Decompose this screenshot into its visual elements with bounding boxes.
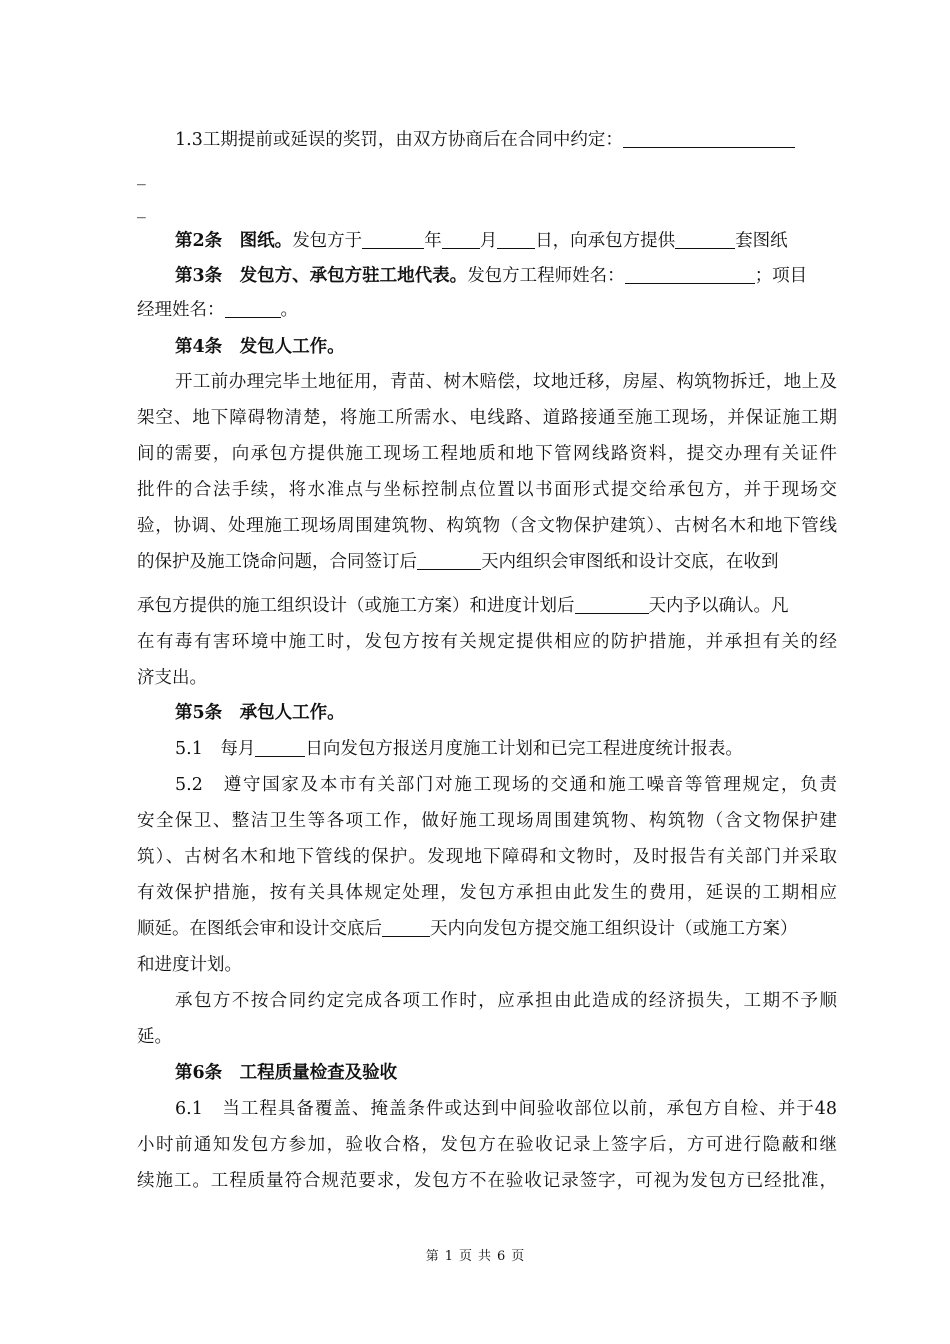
article-4-line: 在有毒有害环境中施工时，发包方按有关规定提供相应的防护措施，并承担有关的经: [137, 632, 837, 652]
text: 页: [511, 1249, 525, 1264]
blank-line: [625, 266, 755, 284]
clause-1-3-text: 1.3工期提前或延误的奖罚，由双方协商后在合同中约定：: [175, 130, 623, 150]
blank-line: [675, 231, 735, 249]
article-4-line: 验，协调、处理施工现场周围建筑物、构筑物（含文物保护建筑）、古树名木和地下管线: [137, 516, 837, 536]
text: 5.1 每月: [175, 739, 256, 759]
article-4-line: [137, 550, 779, 574]
text: 天内予以确认。凡: [648, 596, 789, 616]
page-number: 1: [444, 1249, 453, 1264]
article-4-line: 架空、地下障碍物清楚，将施工所需水、电线路、道路接通至施工现场，并保证施工期: [137, 408, 837, 428]
clause-1-3: [175, 128, 795, 152]
article-4-line: 开工前办理完毕土地征用，青苗、树木赔偿，坟地迁移，房屋、构筑物拆迁，地上及: [175, 372, 837, 392]
article-5-heading: 第5条 承包人工作。: [175, 703, 345, 723]
clause-5-3-line: 延。: [137, 1027, 172, 1047]
blank-line: [497, 231, 535, 249]
article-2-heading: 第2条 图纸。: [175, 231, 293, 251]
page-footer: [0, 1249, 950, 1265]
clause-6-1-line: 续施工。工程质量符合规范要求，发包方不在验收记录签字，可视为发包方已经批准，: [137, 1171, 837, 1191]
article-3-heading: 第3条 发包方、承包方驻工地代表。: [175, 266, 468, 286]
total-pages: 6: [497, 1249, 506, 1264]
text: 日向发包方报送月度施工计划和已完工程进度统计报表。: [305, 739, 743, 759]
text: 承包方提供的施工组织设计（或施工方案）和进度计划后: [137, 596, 575, 616]
text: ；项目: [754, 266, 808, 286]
text: 第: [425, 1249, 439, 1264]
text: 天内向发包方提交施工组织设计（或施工方案）: [430, 919, 798, 939]
blank-line: [255, 739, 305, 757]
text: 月: [479, 231, 498, 251]
text: 套图纸: [735, 231, 788, 251]
text: 页: [458, 1249, 472, 1264]
text: 经理姓名：: [137, 300, 225, 320]
article-4-line: 批件的合法手续，将水准点与坐标控制点位置以书面形式提交给承包方，并于现场交: [137, 480, 837, 500]
clause-5-2-line: 筑）、古树名木和地下管线的保护。发现地下障碍和文物时，及时报告有关部门并采取: [137, 847, 837, 867]
article-3-cont: [137, 298, 298, 322]
blank-line: [623, 130, 795, 148]
underscore-mark: _: [137, 166, 146, 186]
article-4-line: 济支出。: [137, 668, 207, 688]
clause-6-1-line: 小时前通知发包方参加，验收合格，发包方在验收记录上签字后，方可进行隐蔽和继: [137, 1135, 837, 1155]
text: 发包方工程师姓名：: [467, 266, 625, 286]
article-2: [175, 229, 788, 253]
blank-line: [575, 596, 649, 614]
text: 。: [280, 300, 298, 320]
article-3: [175, 264, 807, 288]
text: 天内组织会审图纸和设计交底，在收到: [481, 552, 779, 572]
clause-5-2-line: 和进度计划。: [137, 955, 242, 975]
blank-line: [442, 231, 480, 249]
clause-6-1-line: 6.1 当工程具备覆盖、掩盖条件或达到中间验收部位以前，承包方自检、并于48: [175, 1099, 837, 1119]
blank-line: [225, 300, 281, 318]
article-4-heading: 第4条 发包人工作。: [175, 337, 345, 357]
clause-5-2-line: [137, 917, 798, 941]
clause-5-3-line: 承包方不按合同约定完成各项工作时，应承担由此造成的经济损失，工期不予顺: [175, 991, 837, 1011]
text: 共: [478, 1249, 492, 1264]
blank-line: [382, 919, 430, 937]
underscore-mark: _: [137, 199, 146, 219]
article-4-line: [137, 594, 789, 618]
text: 的保护及施工饶命问题，合同签订后: [137, 552, 417, 572]
article-6-heading: 第6条 工程质量检查及验收: [175, 1063, 398, 1083]
clause-5-2-line: 安全保卫、整洁卫生等各项工作，做好施工现场周围建筑物、构筑物（含文物保护建: [137, 811, 837, 831]
clause-5-2-line: 5.2 遵守国家及本市有关部门对施工现场的交通和施工噪音等管理规定，负责: [175, 775, 837, 795]
text: 发包方于: [292, 231, 363, 251]
clause-5-1: [175, 737, 743, 761]
text: 顺延。在图纸会审和设计交底后: [137, 919, 382, 939]
blank-line: [362, 231, 424, 249]
clause-5-2-line: 有效保护措施，按有关具体规定处理，发包方承担由此发生的费用，延误的工期相应: [137, 883, 837, 903]
article-4-line: 间的需要，向承包方提供施工现场工程地质和地下管网线路资料，提交办理有关证件: [137, 444, 837, 464]
text: 年: [424, 231, 442, 251]
text: 日，向承包方提供: [535, 231, 676, 251]
blank-line: [417, 552, 481, 570]
